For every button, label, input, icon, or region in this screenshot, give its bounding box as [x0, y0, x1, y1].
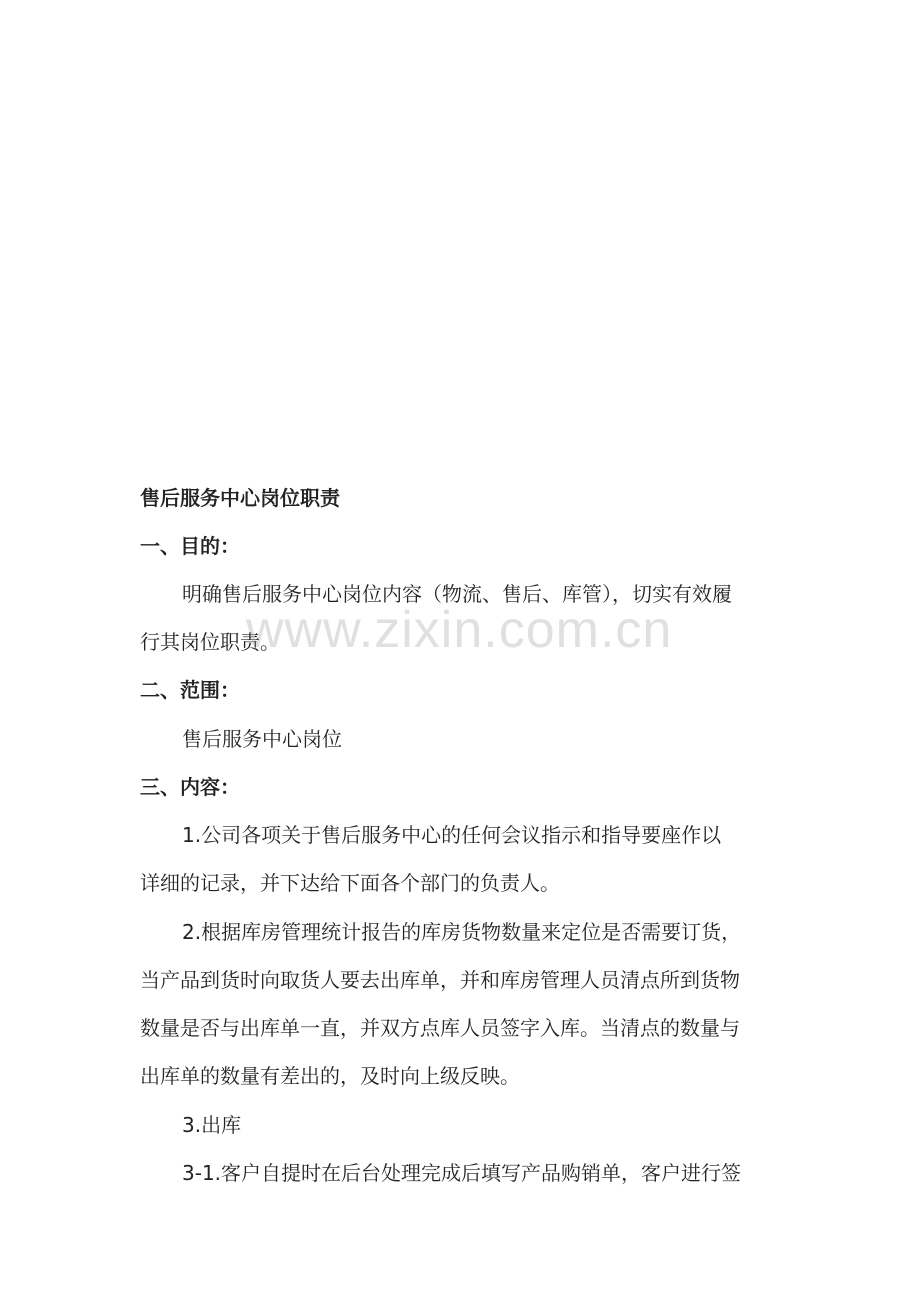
content-item-1-line-1: 1.公司各项关于售后服务中心的任何会议指示和指导要座作以 — [182, 823, 722, 847]
content-item-3-1-line-1: 3-1.客户自提时在后台处理完成后填写产品购销单，客户进行签 — [182, 1161, 742, 1185]
content-item-2-line-1: 2.根据库房管理统计报告的库房货物数量来定位是否需要订货， — [182, 920, 742, 944]
section-heading-scope: 二、范围： — [140, 678, 240, 702]
watermark-text: www.zixin.com.cn — [246, 601, 673, 659]
purpose-paragraph-line-2: 行其岗位职责。 — [140, 630, 280, 654]
section-heading-content: 三、内容： — [140, 775, 240, 799]
content-item-1-line-2: 详细的记录，并下达给下面各个部门的负责人。 — [140, 871, 560, 895]
content-item-2-line-2: 当产品到货时向取货人要去出库单，并和库房管理人员清点所到货物 — [140, 968, 740, 992]
scope-paragraph: 售后服务中心岗位 — [182, 727, 342, 751]
content-item-2-line-4: 出库单的数量有差出的，及时向上级反映。 — [140, 1064, 520, 1088]
document-title: 售后服务中心岗位职责 — [140, 486, 340, 510]
content-item-3-heading: 3.出库 — [182, 1113, 242, 1137]
purpose-paragraph-line-1: 明确售后服务中心岗位内容（物流、售后、库管），切实有效履 — [182, 582, 732, 606]
content-item-2-line-3: 数量是否与出库单一直，并双方点库人员签字入库。当清点的数量与 — [140, 1016, 740, 1040]
section-heading-purpose: 一、目的： — [140, 534, 240, 558]
